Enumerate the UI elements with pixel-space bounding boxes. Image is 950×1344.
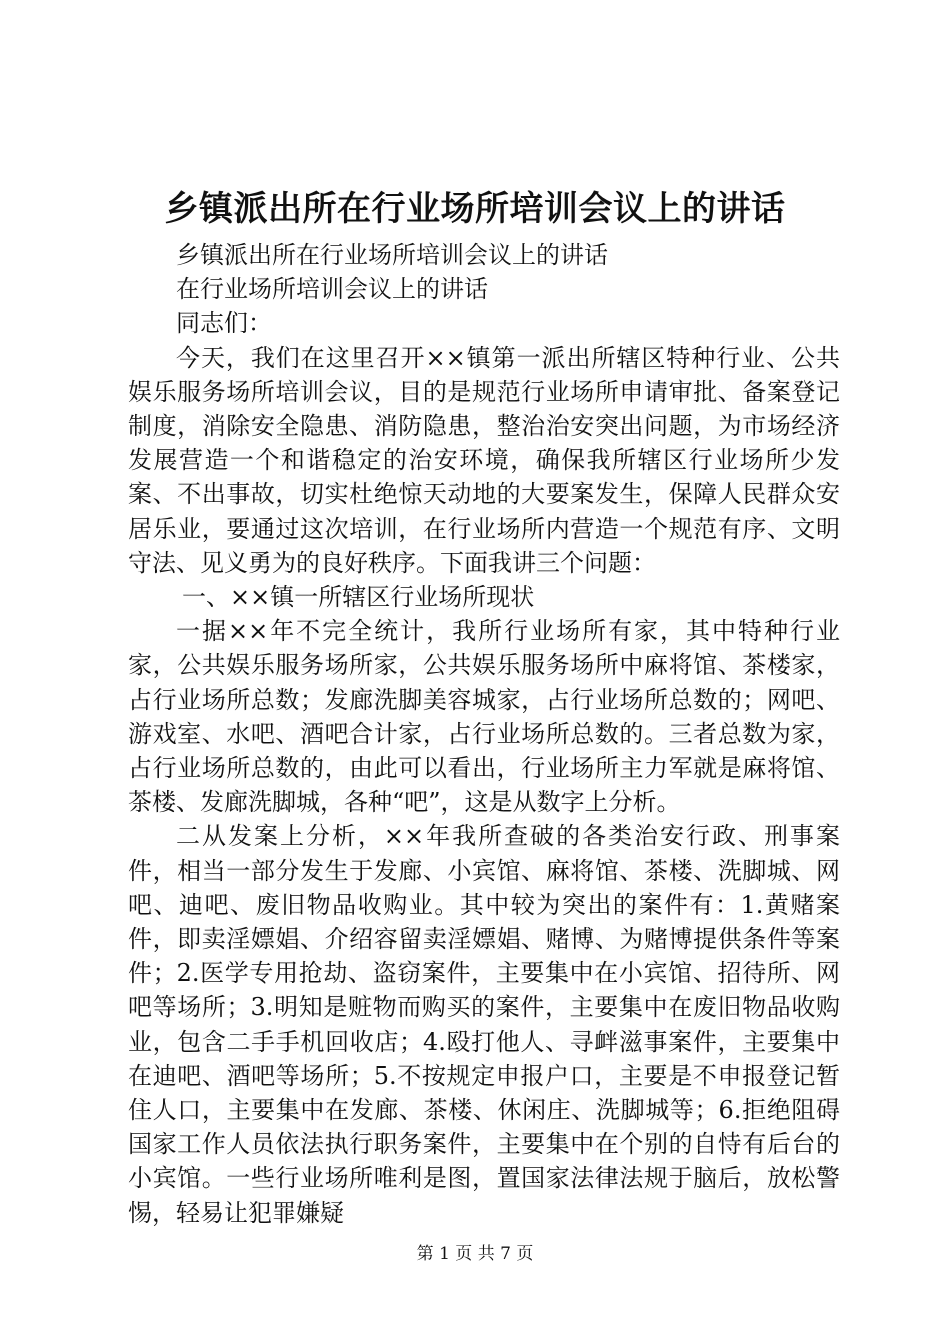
paragraph-subtitle-2: 在行业场所培训会议上的讲话: [176, 275, 488, 304]
page-number-footer: 第 1 页 共 7 页: [416, 1244, 534, 1264]
paragraph-case-analysis: 二从发案上分析，××年我所查破的各类治安行政、刑事案件，相当一部分发生于发廊、小宾馆、麻将馆、茶楼、洗脚城、网吧、迪吧、废旧物品收购业。其中较为突出的案件有：1.黄赌案件，即卖淫嫖娼、介绍容留卖淫嫖娼、赌博、为赌博提供条件等案件；2.医学专用抢劫、盗窃案件，主要集中在小宾馆、招待所、网吧等场所；3.明知是赃物而购买的案件，主要集中在废旧物品收购业，包含二手手机回收店；4.殴打他人、寻衅滋事案件，主要集中在迪吧、酒吧等场所；5.不按规定申报户口，主要是不申报登记暂住人口，主要集中在发廊、茶楼、休闲庄、洗脚城等；6.拒绝阻碍国家工作人员依法执行职务案件，主要集中在个别的自恃有后台的小宾馆。一些行业场所唯利是图，置国家法律法规于脑后，放松警惕，轻易让犯罪嫌疑: [128, 822, 840, 1227]
paragraph-intro: 今天，我们在这里召开××镇第一派出所辖区特种行业、公共娱乐服务场所培训会议，目的是规范行业场所申请审批、备案登记制度，消除安全隐患、消防隐患，整治治安突出问题，为市场经济发展营造一个和谐稳定的治安环境，确保我所辖区行业场所少发案、不出事故，切实杜绝惊天动地的大要案发生，保障人民群众安居乐业，要通过这次培训，在行业场所内营造一个规范有序、文明守法、见义勇为的良好秩序。下面我讲三个问题：: [128, 343, 840, 577]
section-heading-1: 一、××镇一所辖区行业场所现状: [182, 583, 535, 612]
paragraph-statistics: 一据××年不完全统计，我所行业场所有家，其中特种行业家，公共娱乐服务场所家，公共娱乐服务场所中麻将馆、茶楼家，占行业场所总数；发廊洗脚美容城家，占行业场所总数的；网吧、游戏室、水吧、酒吧合计家，占行业场所总数的。三者总数为家，占行业场所总数的，由此可以看出，行业场所主力军就是麻将馆、茶楼、发廊洗脚城，各种“吧”，这是从数字上分析。: [128, 617, 840, 817]
paragraph-salutation: 同志们：: [176, 309, 272, 338]
document-body: [128, 238, 840, 1230]
paragraph-subtitle-1: 乡镇派出所在行业场所培训会议上的讲话: [176, 241, 608, 269]
document-title: 乡镇派出所在行业场所培训会议上的讲话: [164, 189, 786, 229]
